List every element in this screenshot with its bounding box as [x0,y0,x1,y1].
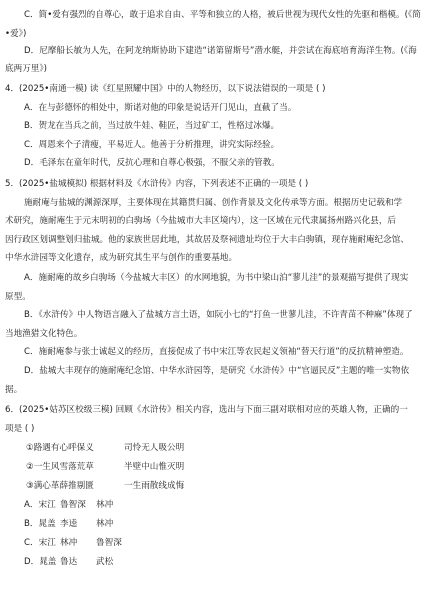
text-line-l15: A．施耐庵的故乡白驹场（今盐城大丰区）的水网地貌，为书中梁山泊“蓼儿洼”的景观描写提供了现实 [24,273,409,283]
couplet-row [26,443,184,454]
option-label: A．宋江 [24,500,56,510]
text-line-l22: 6．(2025•姑苏区校级三模) 回顾《水浒传》相关内容，选出与下面三副对联相对应的英雄人物，正确的一 [5,405,408,415]
text-line-l13: 因行政区划调整划归盐城。他的家族世居此地，其故居及祭祠遗址均位于大丰白驹镇，现存施耐庵纪念馆、 [5,235,409,245]
text-line-l03: D．尼摩船长敏为人先，在阿龙纳斯协助下建造“诺第留斯号”潜水艇，并尝试在海底培育海洋生物。(《海 [24,46,417,56]
text-line-l04: 底两万里》) [5,64,48,74]
option-n3: 鲁智深 [96,538,122,548]
text-line-l01: C．简•爱有强烈的自尊心，敢于追求自由、平等和独立的人格，被后世视为现代女性的先驱和楷模。(《简 [24,10,421,20]
text-line-l08: C．周恩来个子清瘦，平易近人。他善于分析推理，讲究实际经验。 [24,140,280,150]
answer-option [24,519,136,530]
option-label: B．晁盖 [24,519,56,529]
option-n2: 鲁达 [60,557,78,567]
text-line-l23: 项是 ( ) [5,424,35,434]
text-line-l05: 4．(2025•南通一模) 读《红星照耀中国》中的人物经历，以下说法错误的一项是 ( ) [5,84,326,94]
text-line-l16: 原型。 [5,292,31,302]
text-line-l06: A．在与彭德怀的相处中，斯诺对他的印象是说话开门见山，直截了当。 [24,103,297,113]
answer-option [24,557,136,568]
text-line-l14: 中华水浒园等文化遗存，成为研究其生平与创作的重要基地。 [5,253,238,263]
text-line-l12: 术研究，施耐庵生于元末明初的白驹场（今盐城市大丰区境内），这一区域在元代隶属扬州路兴化县，后 [5,216,397,226]
text-line-l11: 施耐庵与盐城的渊源深厚，主要体现在其籍贯归属、创作背景及文化传承等方面。根据历史记载和学 [24,198,403,208]
option-n2: 李逵 [60,519,78,529]
text-line-l19: C．施耐庵参与张士诚起义的经历，直接促成了书中宋江等农民起义领袖“替天行道”的反抗精神塑造。 [24,347,409,357]
couplet-row [26,481,184,492]
text-line-l09: D．毛泽东在童年时代，反抗心理和自尊心极强，不服父亲的管教。 [24,158,280,168]
text-line-l10: 5．(2025•盐城模拟) 根据材料及《水浒传》内容，下列表述不正确的一项是 ( ) [5,179,309,189]
text-line-l07: B．贺龙在当兵之前，当过放牛娃、鞋匠，当过矿工，性格过冰爆。 [24,121,280,131]
text-line-l02: •爱》) [5,29,27,39]
option-n2: 鲁智深 [60,500,86,510]
text-line-l20: D．盐城大丰现存的施耐庵纪念馆、中华水浒园等，是研究《水浒传》中“官逼民反”主题的唯一实物依 [24,366,410,376]
answer-option [24,538,136,549]
couplet-right: 司怜无人吸公明 [124,443,185,453]
option-n3: 武松 [96,557,114,567]
couplet-right: 半壁中山惟灭明 [124,462,185,472]
couplet-left: ②一生风雪落荒草 [26,462,94,472]
option-n2: 林冲 [60,538,78,548]
couplet-row [26,462,184,473]
text-line-l18: 当地渔猎文化特色。 [5,329,83,339]
option-n3: 林冲 [96,519,114,529]
couplet-right: 一生雨散线成悔 [124,481,185,491]
text-line-l21: 据。 [5,385,23,395]
couplet-left: ①路遇有心呼保义 [26,443,94,453]
option-label: C．宋江 [24,538,56,548]
text-line-l17: B．《水浒传》中人物语言融入了盐城方言土语，如阮小七的“打鱼一世蓼儿洼，不许青苗不种麻”体现了 [24,310,413,320]
answer-option [24,500,136,511]
option-label: D．晁盖 [24,557,57,567]
option-n3: 林冲 [96,500,114,510]
couplet-left: ③满心革薛推剔匮 [26,481,94,491]
